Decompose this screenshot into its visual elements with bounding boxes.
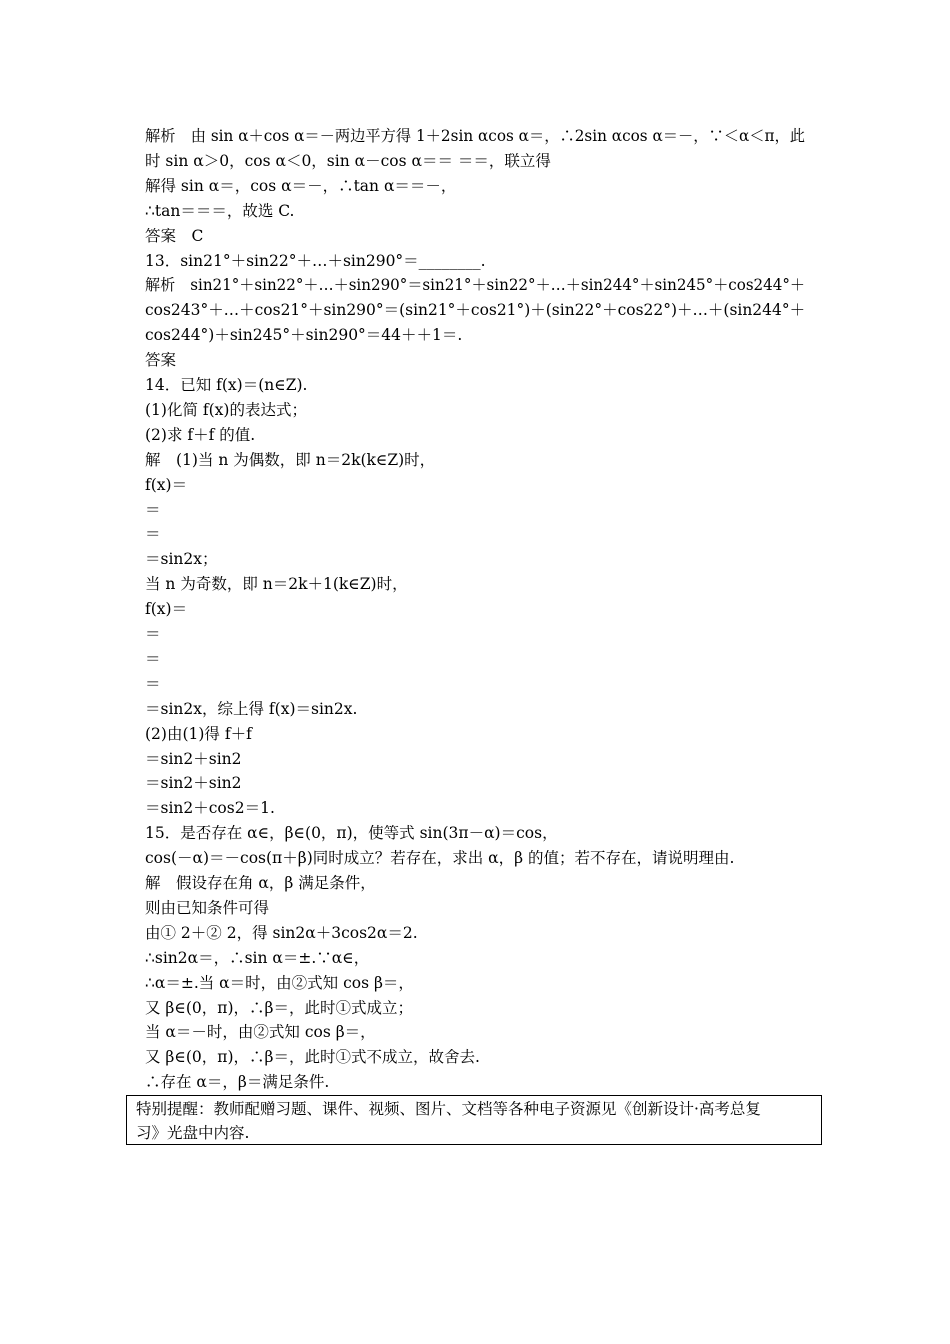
text-line: ∴tan＝＝＝，故选 C. bbox=[145, 202, 295, 220]
text-line: 14．已知 f(x)＝(n∈Z). bbox=[145, 376, 308, 394]
text-line: 解析 sin21°＋sin22°＋…＋sin290°＝sin21°＋sin22°＋…＋sin244°＋sin245°＋cos244°＋ bbox=[145, 276, 806, 294]
text-line: ＝sin2＋cos2＝1. bbox=[145, 799, 275, 817]
text-line: 13．sin21°＋sin22°＋…＋sin290°＝________. bbox=[145, 252, 486, 270]
notice-box bbox=[126, 1095, 822, 1145]
text-line: 答案 C bbox=[145, 227, 204, 245]
text-line: (2)由(1)得 f＋f bbox=[145, 725, 252, 743]
text-line: ＝ bbox=[145, 675, 161, 693]
text-line: ＝ bbox=[145, 650, 161, 668]
text-line: 由① 2＋② 2，得 sin2α＋3cos2α＝2. bbox=[145, 924, 418, 942]
text-line: ＝ bbox=[145, 501, 161, 519]
text-line: ＝sin2＋sin2 bbox=[145, 774, 242, 792]
text-line: f(x)＝ bbox=[145, 600, 188, 618]
text-line: 解析 由 sin α＋cos α＝－两边平方得 1＋2sin αcos α＝，∴2sin αcos α＝－，∵＜α＜π，此 bbox=[145, 127, 806, 145]
text-line: (2)求 f＋f 的值. bbox=[145, 426, 256, 444]
text-line: ＝ bbox=[145, 625, 161, 643]
text-line: 当 n 为奇数，即 n＝2k＋1(k∈Z)时， bbox=[145, 575, 408, 593]
text-line: 又 β∈(0，π)，∴β＝，此时①式不成立，故舍去. bbox=[145, 1048, 480, 1066]
text-line: cos(－α)＝－cos(π＋β)同时成立？若存在，求出 α，β 的值；若不存在，请说明理由. bbox=[145, 849, 735, 867]
text-line: ∴sin2α＝，∴sin α＝±.∵α∈， bbox=[145, 949, 370, 967]
text-line: 时 sin α＞0，cos α＜0，sin α－cos α＝＝ ＝＝，联立得 bbox=[145, 152, 551, 170]
text-line: cos243°＋…＋cos21°＋sin290°＝(sin21°＋cos21°)＋(sin22°＋cos22°)＋…＋(sin244°＋ bbox=[145, 301, 806, 319]
text-line: ∴α＝±.当 α＝时，由②式知 cos β＝， bbox=[145, 974, 414, 992]
text-line: 解 (1)当 n 为偶数，即 n＝2k(k∈Z)时， bbox=[145, 451, 436, 469]
text-line: 答案 bbox=[145, 351, 177, 369]
text-line: ＝ bbox=[145, 525, 161, 543]
notice-line-2: 习》光盘中内容. bbox=[136, 1124, 250, 1142]
text-line: 15．是否存在 α∈，β∈(0，π)，使等式 sin(3π－α)＝cos， bbox=[145, 824, 558, 842]
text-line: 解 假设存在角 α，β 满足条件， bbox=[145, 874, 376, 892]
text-line: 解得 sin α＝，cos α＝－，∴tan α＝＝－， bbox=[145, 177, 457, 195]
text-line: 则由已知条件可得 bbox=[145, 899, 270, 917]
text-line: ∴存在 α＝，β＝满足条件. bbox=[145, 1073, 330, 1091]
text-line: ＝sin2x，综上得 f(x)＝sin2x. bbox=[145, 700, 358, 718]
text-line: 当 α＝－时，由②式知 cos β＝， bbox=[145, 1023, 376, 1041]
text-line: 又 β∈(0，π)，∴β＝，此时①式成立； bbox=[145, 999, 413, 1017]
text-line: cos244°)＋sin245°＋sin290°＝44＋＋1＝. bbox=[145, 326, 463, 344]
text-line: ＝sin2＋sin2 bbox=[145, 750, 242, 768]
notice-line-1: 特别提醒：教师配赠习题、课件、视频、图片、文档等各种电子资源见《创新设计·高考总复 bbox=[136, 1100, 761, 1118]
text-line: ＝sin2x； bbox=[145, 550, 218, 568]
text-line: (1)化简 f(x)的表达式； bbox=[145, 401, 307, 419]
text-line: f(x)＝ bbox=[145, 476, 188, 494]
